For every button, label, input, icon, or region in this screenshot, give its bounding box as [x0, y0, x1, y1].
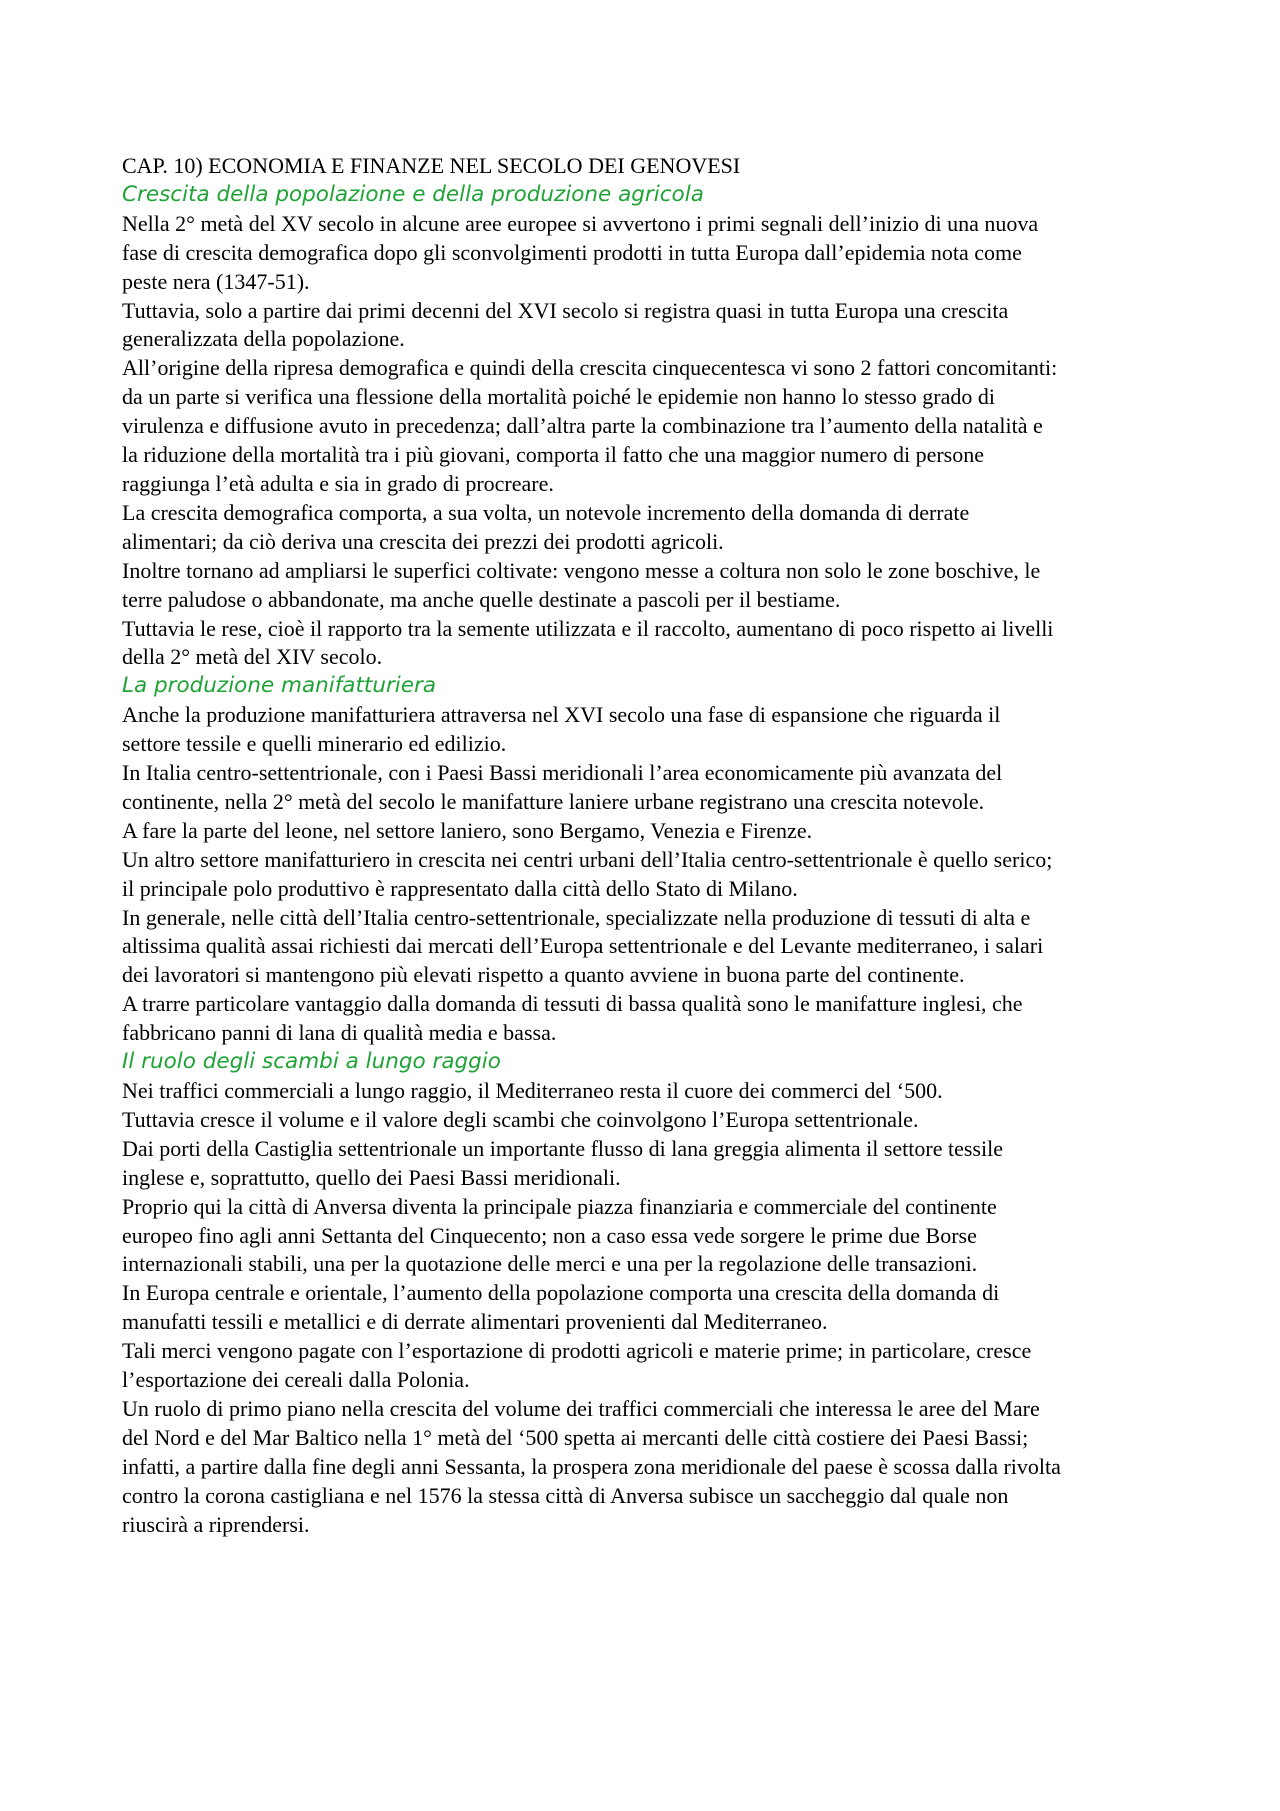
paragraph: A fare la parte del leone, nel settore laniero, sono Bergamo, Venezia e Firenze. [122, 817, 813, 843]
chapter-title: CAP. 10) ECONOMIA E FINANZE NEL SECOLO DEI GENOVESI [122, 153, 741, 178]
paragraph: Proprio qui la città di Anversa diventa la principale piazza finanziaria e commerciale del continente europeo fino agli anni Settanta del Cinquecento; non a caso essa vede sorgere le prime due Borse internazionali stabili, una per la quotazione delle merci e una per la regolazione delle transazioni. [122, 1193, 997, 1277]
section-long-range-trade [122, 1048, 1062, 1539]
paragraph: Anche la produzione manifatturiera attraversa nel XVI secolo una fase di espansione che riguarda il settore tessile e quelli minerario ed edilizio. [122, 702, 1001, 757]
paragraph: Tuttavia cresce il volume e il valore degli scambi che coinvolgono l’Europa settentrionale. [122, 1106, 919, 1132]
paragraph: A trarre particolare vantaggio dalla domanda di tessuti di bassa qualità sono le manifatture inglesi, che fabbricano panni di lana di qualità media e bassa. [122, 991, 1023, 1046]
document-page [122, 152, 1062, 1540]
paragraph: Inoltre tornano ad ampliarsi le superfici coltivate: vengono messe a coltura non solo le zone boschive, le terre paludose o abbandonate, ma anche quelle destinate a pascoli per il bestiame. [122, 557, 1041, 612]
paragraph: In Italia centro-settentrionale, con i Paesi Bassi meridionali l’area economicamente più avanzata del continente, nella 2° metà del secolo le manifatture laniere urbane registrano una crescita notevole. [122, 760, 1003, 814]
section-heading: La produzione manifatturiera [122, 673, 437, 699]
paragraph: In generale, nelle città dell’Italia centro-settentrionale, specializzate nella produzione di tessuti di alta e altissima qualità assai richiesti dai mercati dell’Europa settentrionale e del Levante mediterraneo, i salari dei lavoratori si mantengono più elevati rispetto a quanto avviene in buona parte del continente. [122, 904, 1044, 988]
paragraph: Un altro settore manifatturiero in crescita nei centri urbani dell’Italia centro-settentrionale è quello serico; il principale polo produttivo è rappresentato dalla città dello Stato di Milano. [122, 846, 1053, 901]
paragraph: La crescita demografica comporta, a sua volta, un notevole incremento della domanda di derrate alimentari; da ciò deriva una crescita dei prezzi dei prodotti agricoli. [122, 499, 970, 554]
paragraph: All’origine della ripresa demografica e quindi della crescita cinquecentesca vi sono 2 fattori concomitanti: da un parte si verifica una flessione della mortalità poiché le epidemie non hanno lo stesso grado di virulenza e diffusione avuto in precedenza; dall’altra parte la combinazione tra l’aumento della natalità e la riduzione della mortalità tra i più giovani, comporta il fatto che una maggior numero di persone raggiunga l’età adulta e sia in grado di procreare. [122, 355, 1058, 496]
paragraph: Un ruolo di primo piano nella crescita del volume dei traffici commerciali che interessa le aree del Mare del Nord e del Mar Baltico nella 1° metà del ‘500 spetta ai mercanti delle città costiere dei Paesi Bassi; infatti, a partire dalla fine degli anni Sessanta, la prospera zona meridionale del paese è scossa dalla rivolta contro la corona castigliana e nel 1576 la stessa città di Anversa subisce un saccheggio dal quale non riuscirà a riprendersi. [122, 1395, 1061, 1537]
paragraph: Nei traffici commerciali a lungo raggio, il Mediterraneo resta il cuore dei commerci del ‘500. [122, 1078, 943, 1103]
paragraph: In Europa centrale e orientale, l’aumento della popolazione comporta una crescita della domanda di manufatti tessili e metallici e di derrate alimentari provenienti dal Mediterraneo. [122, 1280, 1000, 1335]
paragraph: Tali merci vengono pagate con l’esportazione di prodotti agricoli e materie prime; in particolare, cresce l’esportazione dei cereali dalla Polonia. [122, 1338, 1032, 1393]
section-heading: Crescita della popolazione e della produzione agricola [122, 181, 704, 207]
paragraph: Tuttavia, solo a partire dai primi decenni del XVI secolo si registra quasi in tutta Europa una crescita generalizzata della popolazione. [122, 297, 1009, 352]
paragraph: Dai porti della Castiglia settentrionale un importante flusso di lana greggia alimenta il settore tessile inglese e, soprattutto, quello dei Paesi Bassi meridionali. [122, 1135, 1003, 1190]
paragraph: Tuttavia le rese, cioè il rapporto tra la semente utilizzata e il raccolto, aumentano di poco rispetto ai livelli della 2° metà del XIV secolo. [122, 615, 1054, 670]
section-manufacturing [122, 672, 1062, 1048]
paragraph: Nella 2° metà del XV secolo in alcune aree europee si avvertono i primi segnali dell’inizio di una nuova fase di crescita demografica dopo gli sconvolgimenti prodotti in tutta Europa dall’epidemia nota come peste nera (1347-51). [122, 210, 1039, 294]
section-population-agriculture [122, 181, 1062, 672]
section-heading: Il ruolo degli scambi a lungo raggio [122, 1049, 501, 1075]
